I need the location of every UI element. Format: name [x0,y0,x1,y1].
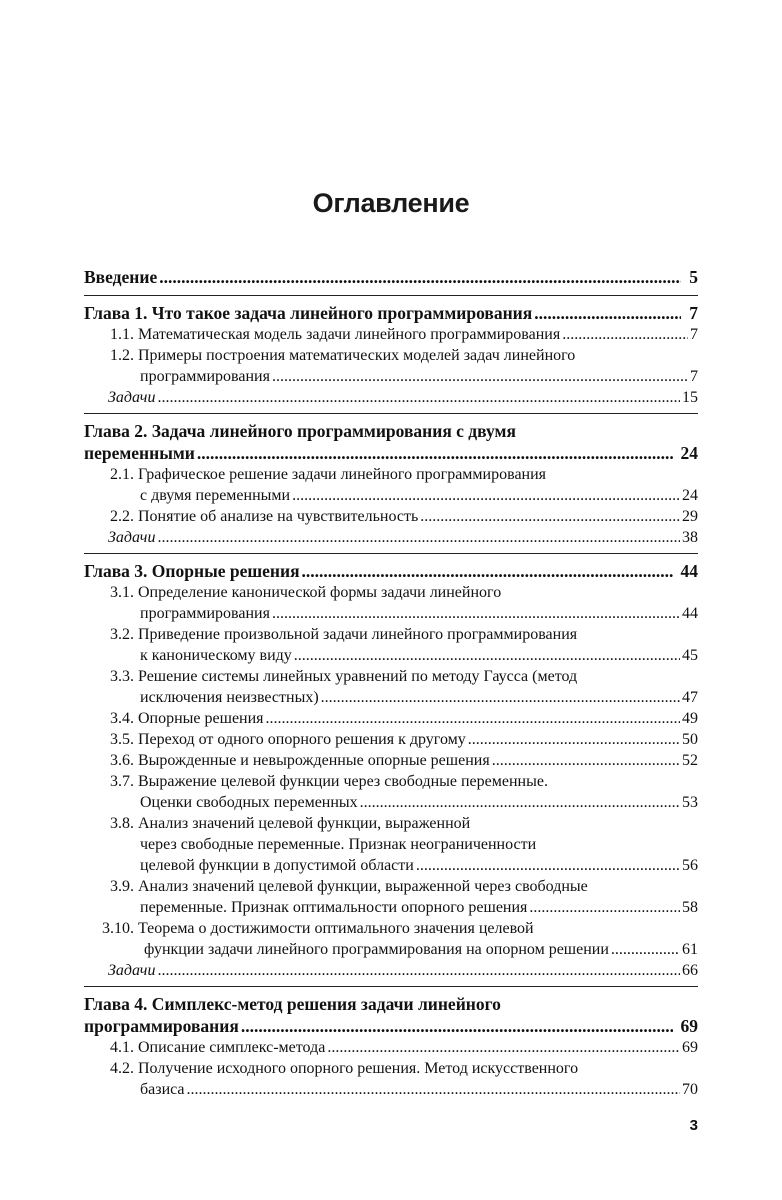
toc-section-1-2[interactable] [84,345,698,387]
toc-page: 66 [682,962,698,979]
toc-entry-text: Опорные решения [138,710,264,727]
dot-leader [266,708,680,729]
toc-chapter-4[interactable] [84,987,698,1037]
toc-page: 44 [682,605,698,622]
section-number: 2.1. [110,466,134,483]
toc-section-3-1[interactable] [84,582,698,624]
toc-section-3-5[interactable] [84,729,698,750]
toc-entry-text: Теорема о достижимости оптимального значения целевой [138,920,534,937]
dot-leader [272,603,680,624]
toc-entry-text: Задачи [108,389,156,406]
dot-leader [562,324,688,345]
dot-leader [187,1079,680,1100]
toc-entry-text: Глава 3. Опорные решения [84,561,300,581]
toc-entry-text: программирования [140,368,270,385]
section-number: 3.2. [110,626,134,643]
toc-entry-text: Решение системы линейных уравнений по методу Гаусса (метод [138,668,578,685]
section-number: 2.2. [110,508,134,525]
toc-entry-text: Понятие об анализе на чувствительность [138,508,419,525]
toc-entry-text: Введение [84,267,158,287]
toc-entry-text: Получение исходного опорного решения. Метод искусственного [138,1060,579,1077]
toc-page: 69 [680,1016,698,1036]
section-number: 1.1. [110,326,134,343]
table-of-contents [84,262,698,1100]
toc-page: 58 [682,899,698,916]
toc-entry-text: Вырожденные и невырожденные опорные решения [138,752,490,769]
toc-entry-text: Глава 2. Задача линейного программирования с двумя [84,421,516,441]
dot-leader [157,387,680,408]
toc-page: 38 [682,529,698,546]
toc-entry-text: к каноническому виду [140,647,292,664]
toc-tasks-3[interactable] [84,960,698,981]
toc-section-2-1[interactable] [84,464,698,506]
toc-entry-text: Оценки свободных переменных [140,794,358,811]
toc-entry-text: через свободные переменные. Признак неограниченности [140,836,537,853]
toc-entry-text: Глава 4. Симплекс-метод решения задачи линейного [84,994,501,1014]
toc-section-3-2[interactable] [84,624,698,666]
toc-entry-text: программирования [84,1016,239,1036]
toc-entry-text: Примеры построения математических моделей задач линейного [138,347,576,364]
dot-leader [241,1015,673,1037]
toc-section-4-1[interactable] [84,1037,698,1058]
section-number: 3.3. [110,668,134,685]
toc-page: 24 [680,443,698,463]
page-title: Оглавление [312,188,470,218]
section-number: 3.5. [110,731,134,748]
toc-page: 15 [682,389,698,406]
toc-entry-text: Задачи [108,529,156,546]
toc-intro[interactable] [84,262,698,288]
dot-leader [302,560,673,582]
toc-entry-text: с двумя переменными [140,487,291,504]
section-number: 4.1. [110,1039,134,1056]
toc-section-3-3[interactable] [84,666,698,708]
toc-page: 49 [682,710,698,727]
toc-tasks-2[interactable] [84,527,698,548]
toc-entry-text: Глава 1. Что такое задача линейного программирования [84,303,533,323]
toc-section-3-8[interactable] [84,813,698,876]
toc-section-4-2[interactable] [84,1058,698,1100]
toc-entry-text: Переход от одного опорного решения к другому [138,731,466,748]
toc-entry-text: исключения неизвестных) [140,689,319,706]
toc-page: 70 [682,1081,698,1098]
toc-section-1-1[interactable] [84,324,698,345]
toc-entry-text: программирования [140,605,270,622]
dot-leader [611,939,680,960]
toc-section-3-9[interactable] [84,876,698,918]
dot-leader [534,302,681,324]
section-number: 4.2. [110,1060,134,1077]
toc-page: 45 [682,647,698,664]
dot-leader [294,645,680,666]
toc-entry-text: Приведение произвольной задачи линейного программирования [138,626,578,643]
toc-entry-text: переменные. Признак оптимальности опорного решения [140,899,528,916]
toc-page: 7 [689,303,698,323]
toc-entry-text: Математическая модель задачи линейного программирования [138,326,561,343]
toc-section-3-4[interactable] [84,708,698,729]
section-number: 3.10. [102,920,134,937]
toc-entry-text: Графическое решение задачи линейного программирования [138,466,547,483]
toc-entry-text: Определение канонической формы задачи линейного [138,584,502,601]
section-number: 1.2. [110,347,134,364]
toc-page: 52 [682,752,698,769]
toc-entry-text: Анализ значений целевой функции, выраженной [138,815,471,832]
toc-page: 7 [690,326,698,343]
toc-entry-text: базиса [140,1081,185,1098]
toc-tasks-1[interactable] [84,387,698,408]
section-number: 3.4. [110,710,134,727]
page-number: 3 [689,1117,698,1134]
dot-leader [420,506,680,527]
toc-page: 47 [682,689,698,706]
toc-section-3-10[interactable] [84,918,698,960]
dot-leader [327,1037,680,1058]
section-number: 3.8. [110,815,134,832]
toc-entry-text: Задачи [108,962,156,979]
dot-leader [272,366,688,387]
dot-leader [197,442,673,464]
dot-leader [360,792,680,813]
toc-page: 29 [682,508,698,525]
dot-leader [468,729,680,750]
toc-entry-text: Анализ значений целевой функции, выраженной через свободные [138,878,588,895]
toc-page: 44 [680,561,698,581]
toc-page: 5 [689,267,698,287]
toc-entry-text: Описание симплекс-метода [138,1039,326,1056]
section-number: 3.9. [110,878,134,895]
dot-leader [159,266,681,288]
dot-leader [157,527,680,548]
dot-leader [529,897,680,918]
toc-chapter-2[interactable] [84,414,698,464]
dot-leader [492,750,680,771]
toc-entry-text: переменными [84,443,195,463]
dot-leader [292,485,680,506]
section-number: 3.1. [110,584,134,601]
toc-section-3-6[interactable] [84,750,698,771]
toc-page: 7 [690,368,698,385]
toc-entry-text: целевой функции в допустимой области [140,857,414,874]
toc-page: 24 [682,487,698,504]
section-number: 3.7. [110,773,134,790]
toc-entry-text: функции задачи линейного программирования на опорном решении [144,941,609,958]
toc-page: 61 [682,941,698,958]
toc-page: 53 [682,794,698,811]
section-number: 3.6. [110,752,134,769]
toc-page: 50 [682,731,698,748]
toc-entry-text: Выражение целевой функции через свободные переменные. [138,773,548,790]
toc-section-2-2[interactable] [84,506,698,527]
dot-leader [321,687,680,708]
toc-page: 69 [682,1039,698,1056]
dot-leader [416,855,680,876]
dot-leader [157,960,680,981]
toc-section-3-7[interactable] [84,771,698,813]
toc-page: 56 [682,857,698,874]
toc-chapter-1[interactable] [84,296,698,324]
toc-chapter-3[interactable] [84,554,698,582]
